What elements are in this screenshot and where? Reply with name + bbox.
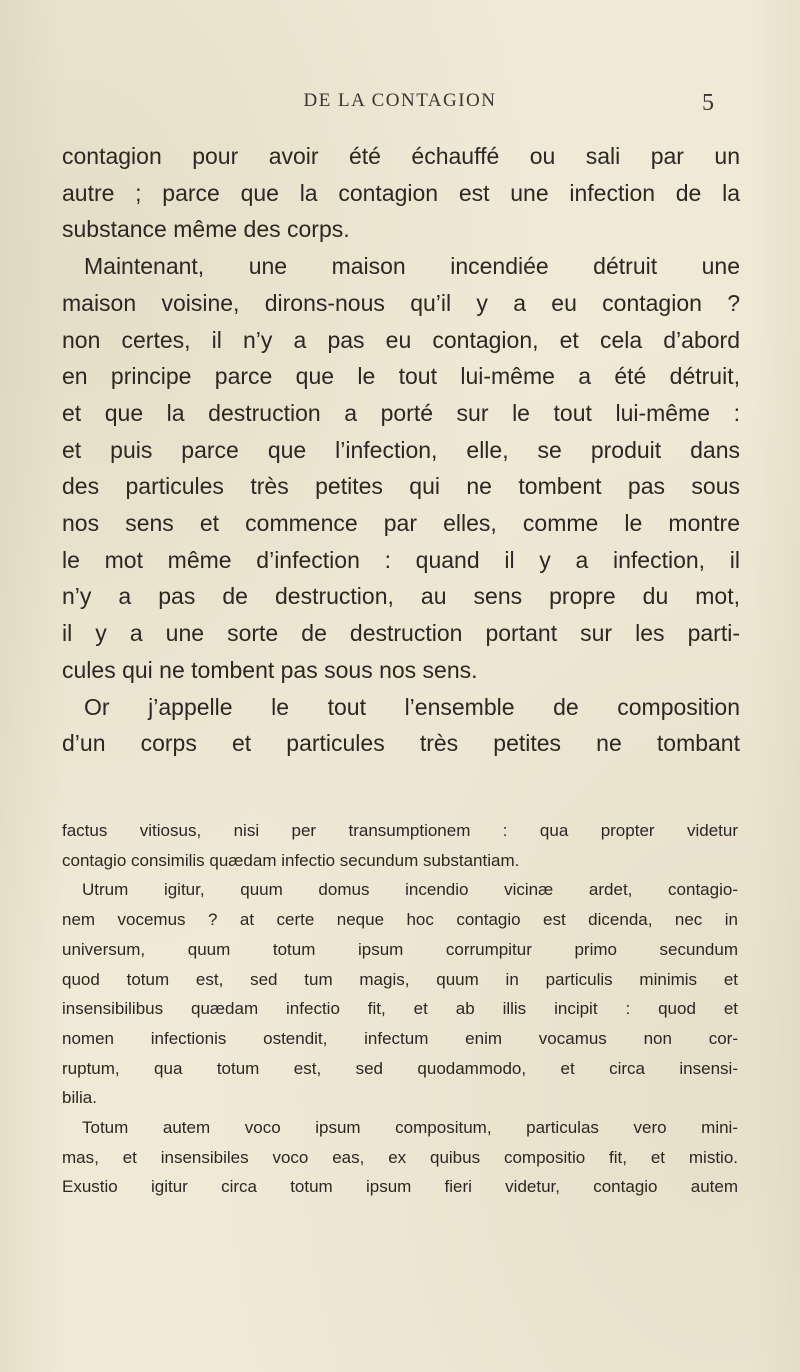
text-line: factus vitiosus, nisi per transumptionem : qua propter videtur bbox=[62, 821, 738, 840]
text-line: des particules très petites qui ne tombent pas sous bbox=[62, 473, 740, 500]
text-line: nem vocemus ? at certe neque hoc contagio est dicenda, nec in bbox=[62, 910, 738, 930]
text-line: bilia. bbox=[62, 1088, 97, 1108]
text-line: substance même des corps. bbox=[62, 216, 350, 243]
text-line: Totum autem voco ipsum compositum, particulas vero mini- bbox=[82, 1118, 738, 1138]
text-line: non certes, il n’y a pas eu contagion, et cela d’abord bbox=[62, 326, 740, 353]
text-line: en principe parce que le tout lui-même a été détruit, bbox=[62, 363, 740, 390]
text-line: universum, quum totum ipsum corrumpitur primo secundum bbox=[62, 939, 738, 959]
text-line: contagio consimilis quædam infectio secundum substantiam. bbox=[62, 850, 520, 870]
running-head bbox=[0, 88, 800, 118]
text-line: maison voisine, dirons-nous qu’il y a eu contagion ? bbox=[62, 289, 740, 316]
text-line: nos sens et commence par elles, comme le montre bbox=[62, 510, 740, 537]
text-line: nomen infectionis ostendit, infectum enim vocamus non cor- bbox=[62, 1028, 738, 1048]
text-line: ruptum, qua totum est, sed quodammodo, et circa insensi- bbox=[62, 1058, 738, 1078]
text-line: Or j’appelle le tout l’ensemble de composition bbox=[84, 693, 740, 720]
text-line: insensibilibus quædam infectio fit, et ab illis incipit : quod et bbox=[62, 999, 738, 1019]
text-line: cules qui ne tombent pas sous nos sens. bbox=[62, 656, 478, 683]
text-line: il y a une sorte de destruction portant sur les parti- bbox=[62, 620, 740, 647]
text-line: d’un corps et particules très petites ne tombant bbox=[62, 730, 740, 757]
text-line: contagion pour avoir été échauffé ou sali par un bbox=[62, 143, 740, 169]
text-line: Utrum igitur, quum domus incendio vicinæ ardet, contagio- bbox=[82, 880, 738, 900]
text-line: autre ; parce que la contagion est une infection de la bbox=[62, 179, 740, 206]
text-line: Maintenant, une maison incendiée détruit une bbox=[84, 253, 740, 280]
text-line: Exustio igitur circa totum ipsum fieri videtur, contagio autem bbox=[62, 1177, 738, 1197]
latin-original bbox=[62, 816, 738, 1202]
text-line: quod totum est, sed tum magis, quum in particulis minimis et bbox=[62, 969, 738, 989]
french-translation bbox=[62, 138, 740, 762]
text-line: et puis parce que l’infection, elle, se produit dans bbox=[62, 436, 740, 463]
text-line: n’y a pas de destruction, au sens propre du mot, bbox=[62, 583, 740, 610]
text-line: mas, et insensibiles voco eas, ex quibus compositio fit, et mistio. bbox=[62, 1147, 738, 1167]
page-number: 5 bbox=[702, 90, 714, 116]
running-title: DE LA CONTAGION bbox=[303, 90, 497, 111]
text-line: le mot même d’infection : quand il y a infection, il bbox=[62, 546, 740, 573]
text-line: et que la destruction a porté sur le tout lui-même : bbox=[62, 399, 740, 426]
